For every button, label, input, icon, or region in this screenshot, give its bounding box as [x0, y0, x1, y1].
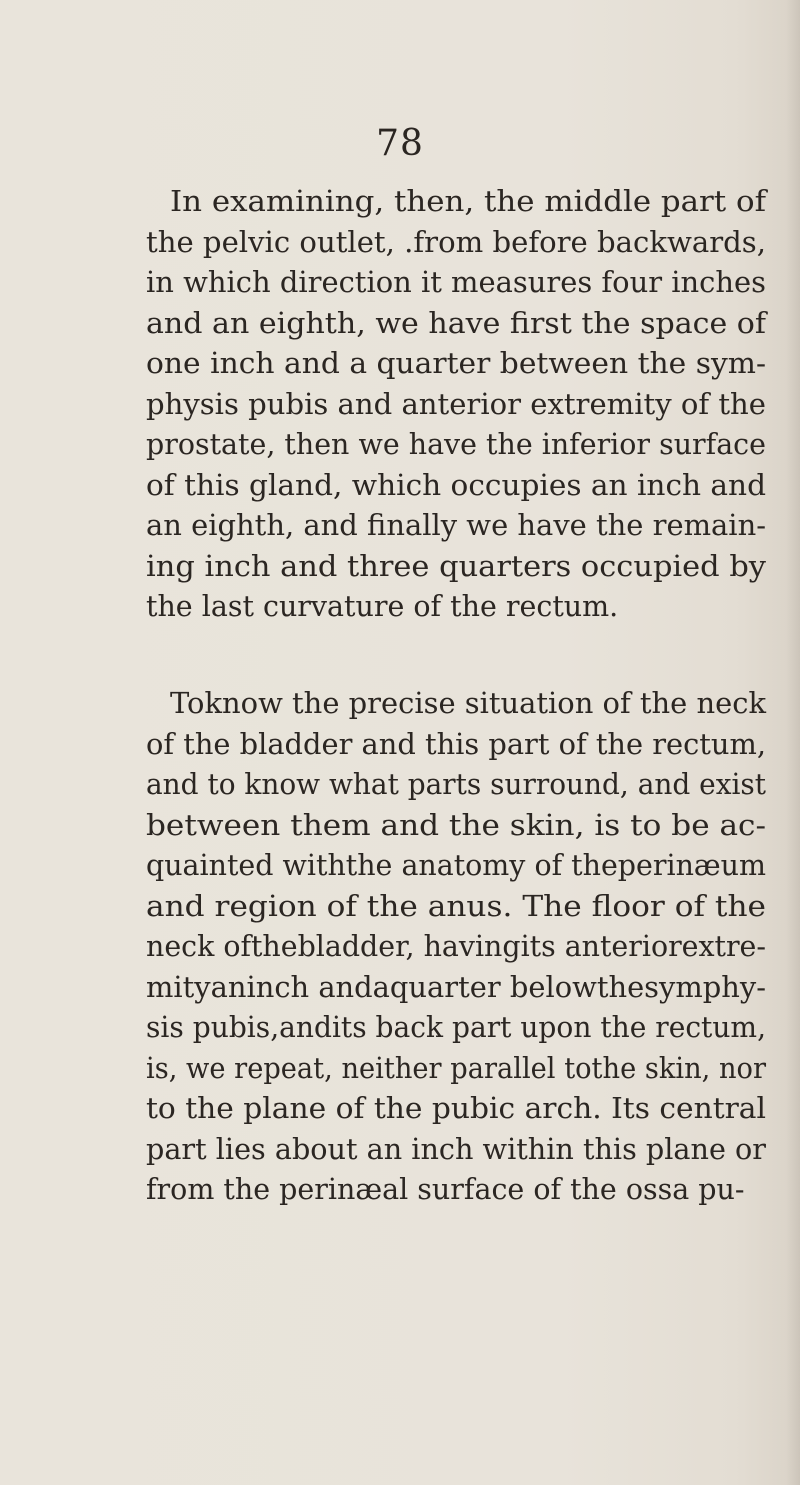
- text-line: and an eighth, we have first the space of: [146, 306, 767, 340]
- text-line: sis pubis,andits back part upon the rectum,: [146, 1011, 766, 1044]
- text-line: in which direction it measures four inches: [146, 266, 766, 299]
- text-line: prostate, then we have the inferior surface: [146, 428, 766, 461]
- text-line: quainted withthe anatomy of theperinæum: [146, 849, 766, 882]
- text-line: an eighth, and finally we have the remain-: [146, 509, 766, 542]
- text-line: the pelvic outlet, .from before backwards,: [146, 225, 766, 259]
- text-line: part lies about an inch within this plane or: [146, 1132, 766, 1166]
- text-line: of the bladder and this part of the rectum,: [146, 727, 766, 761]
- text-line: of this gland, which occupies an inch and: [146, 468, 766, 502]
- text-line: the last curvature of the rectum.: [146, 590, 619, 623]
- text-line: and to know what parts surround, and exist: [146, 768, 766, 801]
- text-line: In examining, then, the middle part of: [170, 185, 766, 218]
- page-edge-shadow: [786, 0, 800, 1485]
- text-line: ing inch and three quarters occupied by: [146, 549, 766, 583]
- text-line: one inch and a quarter between the sym-: [146, 347, 766, 380]
- text-line: and region of the anus. The floor of the: [146, 889, 767, 923]
- text-line: from the perinæal surface of the ossa pu-: [146, 1173, 745, 1206]
- text-line: mityaninch andaquarter belowthesymphy-: [146, 970, 766, 1004]
- text-line: Toknow the precise situation of the neck: [170, 687, 767, 720]
- page-number: 78: [376, 123, 424, 164]
- text-line: physis pubis and anterior extremity of the: [146, 387, 766, 421]
- text-line: neck ofthebladder, havingits anteriorextre-: [146, 930, 766, 963]
- text-line: is, we repeat, neither parallel tothe skin, nor: [146, 1051, 766, 1085]
- text-line: to the plane of the pubic arch. Its central: [146, 1092, 766, 1125]
- text-line: between them and the skin, is to be ac-: [146, 808, 766, 842]
